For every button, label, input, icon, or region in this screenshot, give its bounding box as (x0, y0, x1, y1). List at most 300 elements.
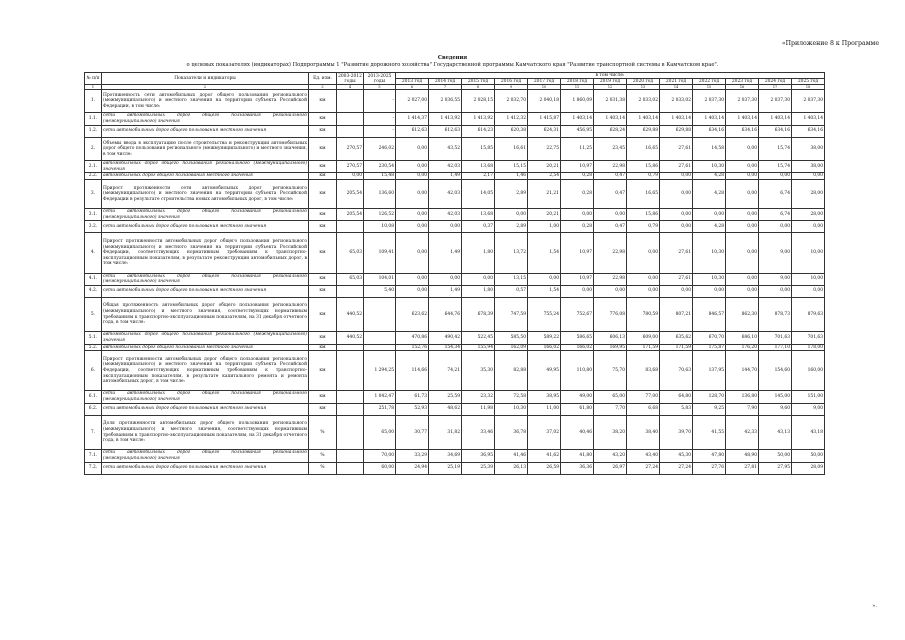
row-value-2003-2012: 270,57 (337, 137, 364, 160)
row-value-year: 1 403,14 (726, 113, 759, 125)
row-value-year: 2,89 (495, 179, 528, 208)
column-index: 11 (561, 85, 594, 90)
row-value-year: 0,00 (726, 179, 759, 208)
row-value-year: 0,00 (396, 233, 429, 273)
row-value-year: 160,00 (792, 351, 825, 391)
row-value-year: 9,00 (759, 233, 792, 273)
row-value-year: 0,00 (396, 273, 429, 285)
row-value-year: 16,61 (495, 137, 528, 160)
row-value-year: 0,00 (660, 285, 693, 297)
row-value-year: 0,00 (693, 208, 726, 220)
row-unit: км (309, 113, 337, 125)
row-value-year: 42,03 (429, 179, 462, 208)
row-value-year: 26,13 (495, 462, 528, 474)
row-value-year: 166,02 (528, 344, 561, 351)
row-value-year: 38,00 (792, 137, 825, 160)
row-value-year: 75,70 (594, 351, 627, 391)
row-value-2013-2025: 230,54 (364, 161, 396, 173)
row-value-year: 13,68 (462, 161, 495, 173)
row-value-year: 28,09 (792, 462, 825, 474)
row-value-year: 82,88 (495, 351, 528, 391)
row-value-year: 879,63 (792, 297, 825, 332)
row-value-year: 21,21 (528, 179, 561, 208)
row-value-year: 43,40 (627, 450, 660, 462)
row-value-year: 36,95 (462, 450, 495, 462)
row-value-2003-2012 (337, 344, 364, 351)
row-value-2003-2012 (337, 125, 364, 137)
table-row (85, 462, 825, 474)
table-row (85, 344, 825, 351)
row-value-year: 26,97 (594, 462, 627, 474)
row-value-year: 27,61 (660, 273, 693, 285)
row-value-year: 176,20 (726, 344, 759, 351)
column-index: 13 (627, 85, 660, 90)
row-value-year: 2 032,70 (495, 90, 528, 113)
table-row (85, 415, 825, 450)
table-row (85, 90, 825, 113)
header-year: 2014 год (429, 79, 462, 85)
table-row (85, 391, 825, 403)
row-unit: км (309, 125, 337, 137)
row-value-year: 1 415,87 (528, 113, 561, 125)
row-value-year: 13,68 (462, 208, 495, 220)
header-period-2013-2025: 2013-2025 годы (364, 73, 396, 85)
row-value-year: 780,59 (627, 297, 660, 332)
row-value-year: 0,00 (660, 173, 693, 180)
row-value-year: 152,76 (396, 344, 429, 351)
indicators-table-body (85, 73, 825, 475)
row-value-year: 0,00 (594, 285, 627, 297)
row-value-year: 2 037,30 (693, 90, 726, 113)
row-value-year: 10,30 (693, 161, 726, 173)
row-value-year: 47,80 (693, 450, 726, 462)
row-value-year: 614,23 (462, 125, 495, 137)
row-value-year: 0,00 (396, 179, 429, 208)
row-value-year: 456,95 (561, 125, 594, 137)
column-index: 3 (309, 85, 337, 90)
row-value-year: 2 027,00 (396, 90, 429, 113)
row-indicator-name: Прирост протяженности автомобильных дорог общего пользования регионального (межмуниципального) и местного значения на территории субъекта Российской Федерации, соответствующих нормативным требованиям к транспортно-эксплуатационным показателям, в результате реконструкции автомобильных дорог, в том числе: (102, 233, 309, 273)
row-value-year: 609,00 (627, 332, 660, 344)
row-value-year: 1 412,32 (495, 113, 528, 125)
row-value-year: 2 037,30 (726, 90, 759, 113)
column-index: 14 (660, 85, 693, 90)
row-value-year: 624,31 (528, 125, 561, 137)
header-year: 2022 год (693, 79, 726, 85)
table-row (85, 332, 825, 344)
row-indicator-name: автомобильных дорог общего пользования местного значения (102, 173, 309, 180)
row-number: 6.2. (85, 403, 102, 415)
row-value-year: 14,58 (693, 137, 726, 160)
row-value-year: 0,00 (693, 285, 726, 297)
row-value-year: 2 037,30 (792, 90, 825, 113)
row-value-year: 22,98 (594, 161, 627, 173)
row-number: 2.2. (85, 173, 102, 180)
row-value-year: 9,00 (759, 273, 792, 285)
row-value-year: 0,28 (561, 173, 594, 180)
row-unit: км (309, 332, 337, 344)
row-unit: км (309, 285, 337, 297)
row-value-year: 50,00 (759, 450, 792, 462)
row-value-year: 620,38 (495, 125, 528, 137)
column-index: 7 (429, 85, 462, 90)
header-year: 2020 год (627, 79, 660, 85)
row-value-2013-2025: 104,01 (364, 273, 396, 285)
header-year: 2018 год (561, 79, 594, 85)
row-value-2013-2025: - (364, 90, 396, 113)
row-value-year: 1 403,14 (594, 113, 627, 125)
table-row (85, 403, 825, 415)
row-value-year: 752,67 (561, 297, 594, 332)
row-value-year: 72,58 (495, 391, 528, 403)
row-indicator-name: сети автомобильных дорог общего пользования местного значения (102, 462, 309, 474)
row-value-year: 27,76 (693, 462, 726, 474)
row-value-year: 31,82 (429, 415, 462, 450)
row-value-year: 0,00 (462, 273, 495, 285)
row-unit: км (309, 221, 337, 233)
row-value-year: 9,60 (759, 403, 792, 415)
row-value-2013-2025: 136,60 (364, 179, 396, 208)
row-value-year: 0,00 (660, 208, 693, 220)
row-value-year: 807,21 (660, 297, 693, 332)
row-value-year: 1,49 (429, 233, 462, 273)
row-value-year: 0,00 (726, 273, 759, 285)
row-value-year: 862,30 (726, 297, 759, 332)
row-indicator-name: автомобильных дорог общего пользования местного значения (102, 344, 309, 351)
row-unit: км (309, 161, 337, 173)
column-index: 6 (396, 85, 429, 90)
row-value-year: 43,18 (792, 415, 825, 450)
row-value-year: 136,80 (726, 391, 759, 403)
row-value-year: 154,34 (429, 344, 462, 351)
row-value-year: 38,00 (792, 161, 825, 173)
row-value-year: 151,00 (792, 391, 825, 403)
row-number: 7.1. (85, 450, 102, 462)
row-number: 6.1. (85, 391, 102, 403)
row-value-year: 20,21 (528, 161, 561, 173)
row-value-year: 9,00 (792, 403, 825, 415)
row-value-year: 4,28 (693, 179, 726, 208)
row-value-year: 30,77 (396, 415, 429, 450)
row-value-year: 27,24 (660, 462, 693, 474)
appendix-note: «Приложение 8 к Программе (781, 40, 879, 47)
row-value-year: 41,55 (693, 415, 726, 450)
row-value-year: 635,62 (660, 332, 693, 344)
row-value-year: 686,10 (726, 332, 759, 344)
row-indicator-name: сети автомобильных дорог общего пользования местного значения (102, 221, 309, 233)
row-value-2013-2025: 60,00 (364, 462, 396, 474)
row-value-year: 0,28 (561, 221, 594, 233)
row-value-year: 0,00 (627, 233, 660, 273)
header-year: 2019 год (594, 79, 627, 85)
row-unit: км (309, 90, 337, 113)
row-number: 2. (85, 137, 102, 160)
row-value-year: 0,37 (462, 221, 495, 233)
row-indicator-name: Общая протяженность автомобильных дорог общего пользования регионального (межмуниципального) и местного значения, соответствующих нормативным требованиям к транспортно-эксплуатационным показателям, на 31 декабря отчетного года, в том числе: (102, 297, 309, 332)
row-value-year: 1,54 (528, 285, 561, 297)
table-row (85, 161, 825, 173)
row-value-year: 169,95 (594, 344, 627, 351)
row-number: 5.2. (85, 344, 102, 351)
row-value-year: 10,00 (792, 273, 825, 285)
row-value-year: 144,70 (726, 351, 759, 391)
column-index: 8 (462, 85, 495, 90)
row-value-2003-2012: 65,03 (337, 273, 364, 285)
row-value-year: 634,16 (693, 125, 726, 137)
row-value-year: 1 413,92 (462, 113, 495, 125)
row-value-year: 114,66 (396, 351, 429, 391)
row-value-year: 38,20 (594, 415, 627, 450)
column-index: 9 (495, 85, 528, 90)
row-value-year: 36,36 (561, 462, 594, 474)
row-value-year: 0,00 (759, 173, 792, 180)
row-value-year: 42,03 (429, 161, 462, 173)
column-index: 1 (85, 85, 102, 90)
row-value-2013-2025 (364, 332, 396, 344)
column-index: 16 (726, 85, 759, 90)
row-number: 6. (85, 351, 102, 391)
row-value-2013-2025: 246,02 (364, 137, 396, 160)
row-value-year: 137,95 (693, 351, 726, 391)
row-value-2013-2025: 65,00 (364, 415, 396, 450)
row-value-year: 1 413,92 (429, 113, 462, 125)
row-indicator-name: сети автомобильных дорог общего пользования местного значения (102, 285, 309, 297)
row-number: 2.1. (85, 161, 102, 173)
row-value-year: 0,00 (660, 179, 693, 208)
row-number: 5. (85, 297, 102, 332)
row-value-year: 1,80 (462, 233, 495, 273)
row-value-year: 74,21 (429, 351, 462, 391)
row-value-year: 2,17 (462, 173, 495, 180)
row-value-year: 20,21 (528, 208, 561, 220)
row-value-year: 11,98 (462, 403, 495, 415)
row-value-2003-2012 (337, 403, 364, 415)
row-value-year: 0,00 (759, 221, 792, 233)
header-year: 2017 год (528, 79, 561, 85)
row-value-2003-2012 (337, 113, 364, 125)
row-value-year: 0,00 (396, 221, 429, 233)
header-year: 2025 год (792, 79, 825, 85)
row-number: 1.1. (85, 113, 102, 125)
row-unit: % (309, 450, 337, 462)
row-value-year: 470,86 (396, 332, 429, 344)
row-value-year: 48,62 (429, 403, 462, 415)
row-value-year: 1 403,14 (693, 113, 726, 125)
row-value-2013-2025 (364, 297, 396, 332)
row-value-year: 28,00 (792, 208, 825, 220)
row-value-2013-2025: 1 042,47 (364, 391, 396, 403)
row-value-year: 0,00 (792, 285, 825, 297)
row-value-year: 0,00 (726, 233, 759, 273)
row-value-year: 145,00 (759, 391, 792, 403)
row-value-year: 49,00 (561, 391, 594, 403)
row-indicator-name: сети автомобильных дорог общего пользования местного значения (102, 125, 309, 137)
row-value-2013-2025: 251,78 (364, 403, 396, 415)
row-indicator-name: сети автомобильных дорог общего пользования регионального (межмуниципального) значения (103, 273, 307, 285)
row-value-year: 27,61 (660, 233, 693, 273)
row-value-year: 48,90 (726, 450, 759, 462)
row-value-2003-2012 (337, 90, 364, 113)
row-value-year: 670,70 (693, 332, 726, 344)
table-row (85, 285, 825, 297)
row-value-year: 701,63 (759, 332, 792, 344)
row-value-year: 154,60 (759, 351, 792, 391)
table-row (85, 273, 825, 285)
row-value-year: 1 414,37 (396, 113, 429, 125)
row-value-year: 33,29 (396, 450, 429, 462)
row-value-year: 0,00 (660, 221, 693, 233)
row-value-year: 13,15 (495, 273, 528, 285)
row-value-year: 10,30 (495, 403, 528, 415)
row-value-2013-2025: 1 294,25 (364, 351, 396, 391)
row-value-year: 0,00 (396, 137, 429, 160)
row-value-year: 1,46 (495, 173, 528, 180)
row-value-year: 623,62 (396, 297, 429, 332)
row-value-year: 2,89 (495, 221, 528, 233)
row-value-2003-2012 (337, 450, 364, 462)
header-year: 2016 год (495, 79, 528, 85)
row-value-year: 678,39 (462, 297, 495, 332)
table-row (85, 297, 825, 332)
column-index: 15 (693, 85, 726, 90)
row-value-year: 34,69 (429, 450, 462, 462)
row-value-year: 0,79 (627, 221, 660, 233)
row-value-year: 27,95 (759, 462, 792, 474)
column-index: 10 (528, 85, 561, 90)
row-value-year: 0,00 (396, 285, 429, 297)
row-value-year: 0,00 (396, 161, 429, 173)
row-unit: км (309, 137, 337, 160)
table-row (85, 208, 825, 220)
row-value-year: 0,00 (726, 161, 759, 173)
row-value-year: 2 033,02 (627, 90, 660, 113)
row-unit: км (309, 233, 337, 273)
header-period-2003-2012: 2003-2012 годы (338, 73, 362, 84)
row-value-year: 128,70 (693, 391, 726, 403)
row-value-year: 43,52 (429, 137, 462, 160)
row-value-year: 7,90 (726, 403, 759, 415)
row-value-year: 33,46 (462, 415, 495, 450)
row-number: 5.1. (85, 332, 102, 344)
row-value-2013-2025: 126,52 (364, 208, 396, 220)
row-value-year: 171,59 (627, 344, 660, 351)
row-value-year: 2 033,02 (660, 90, 693, 113)
row-value-year: 13,72 (495, 233, 528, 273)
row-value-year: 38,40 (627, 415, 660, 450)
row-value-year: 846,57 (693, 297, 726, 332)
row-value-year: 50,00 (792, 450, 825, 462)
row-value-year: 644,76 (429, 297, 462, 332)
row-value-year: 0,28 (561, 179, 594, 208)
row-value-year: 10,97 (561, 273, 594, 285)
row-indicator-name: автомобильных дорог общего пользования регионального (межмуниципального) значения (103, 161, 307, 172)
row-value-year: 155,94 (462, 344, 495, 351)
row-value-year: 15,85 (462, 137, 495, 160)
row-value-year: 61,80 (561, 403, 594, 415)
row-value-year: 0,47 (594, 221, 627, 233)
row-value-year: 40,46 (561, 415, 594, 450)
row-value-2003-2012 (337, 415, 364, 450)
row-value-year: 27,81 (726, 462, 759, 474)
row-value-year: 14,05 (462, 179, 495, 208)
row-value-year: 61,73 (396, 391, 429, 403)
row-value-year: 629,88 (660, 125, 693, 137)
column-index: 12 (594, 85, 627, 90)
row-value-year: 0,00 (495, 208, 528, 220)
row-indicator-name: сети автомобильных дорог общего пользования местного значения (102, 403, 309, 415)
row-value-year: 27,24 (627, 462, 660, 474)
row-value-year: 4,28 (693, 173, 726, 180)
table-row (85, 125, 825, 137)
row-value-year: 0,47 (594, 173, 627, 180)
row-value-year: 41,80 (561, 450, 594, 462)
row-value-year: 28,00 (792, 179, 825, 208)
row-value-year: 0,00 (627, 285, 660, 297)
row-value-year: 42,03 (429, 208, 462, 220)
table-row (85, 173, 825, 180)
row-value-year: 6,68 (627, 403, 660, 415)
row-value-year: 0,00 (726, 137, 759, 160)
row-value-year: 25,59 (429, 391, 462, 403)
table-row (85, 113, 825, 125)
row-value-year: 1 403,14 (759, 113, 792, 125)
row-value-year: 701,63 (792, 332, 825, 344)
row-value-year: 22,75 (528, 137, 561, 160)
row-value-year: 2 028,15 (462, 90, 495, 113)
row-value-2003-2012 (337, 462, 364, 474)
row-value-year: 490,42 (429, 332, 462, 344)
row-indicator-name: Протяженность сети автомобильных дорог общего пользования регионального (межмуниципального) и местного значения на территории субъекта Российской Федерации, в том числе: (102, 90, 309, 113)
row-value-year: 15,74 (759, 161, 792, 173)
row-indicator-name: сети автомобильных дорог общего пользования регионального (межмуниципального) значения (103, 113, 307, 124)
row-value-year: 606,13 (594, 332, 627, 344)
row-value-year: 39,70 (660, 415, 693, 450)
row-value-year: 177,10 (759, 344, 792, 351)
row-value-2003-2012: 440,52 (337, 332, 364, 344)
row-value-2003-2012 (337, 285, 364, 297)
row-number: 7. (85, 415, 102, 450)
row-indicator-name: сети автомобильных дорог общего пользования регионального (межмуниципального) значения (103, 208, 307, 220)
row-value-year: 10,30 (693, 273, 726, 285)
row-value-year: 27,61 (660, 137, 693, 160)
row-value-year: 0,79 (627, 173, 660, 180)
row-value-year: 1,54 (528, 233, 561, 273)
row-value-year: 0,00 (726, 285, 759, 297)
row-value-year: 1 403,14 (660, 113, 693, 125)
row-value-year: 65,00 (594, 391, 627, 403)
row-value-year: 0,00 (429, 221, 462, 233)
column-index: 18 (792, 85, 825, 90)
row-value-year: 0,00 (429, 273, 462, 285)
row-value-year: 110,80 (561, 351, 594, 391)
row-value-year: 522,45 (462, 332, 495, 344)
row-value-year: 175,87 (693, 344, 726, 351)
row-value-year: 7,70 (594, 403, 627, 415)
row-value-year: 36,78 (495, 415, 528, 450)
row-value-year: 586,65 (561, 332, 594, 344)
header-year: 2015 год (462, 79, 495, 85)
row-value-year: 52,93 (396, 403, 429, 415)
row-value-2013-2025: 70,00 (364, 450, 396, 462)
row-unit: км (309, 403, 337, 415)
document-subtitle: о целевых показателях (индикаторах) Подпрограммы 1 "Развитие дорожного хозяйства" Государственной программы Камчатского края "Развитие транспортной системы в Камчатском крае". (186, 62, 719, 68)
row-value-2013-2025: - (364, 125, 396, 137)
row-number: 4.2. (85, 285, 102, 297)
row-value-year: 70,63 (660, 351, 693, 391)
row-value-year: 37,02 (528, 415, 561, 450)
row-indicator-name: сети автомобильных дорог общего пользования регионального (межмуниципального) значения (103, 391, 307, 403)
row-value-year: 42,33 (726, 415, 759, 450)
